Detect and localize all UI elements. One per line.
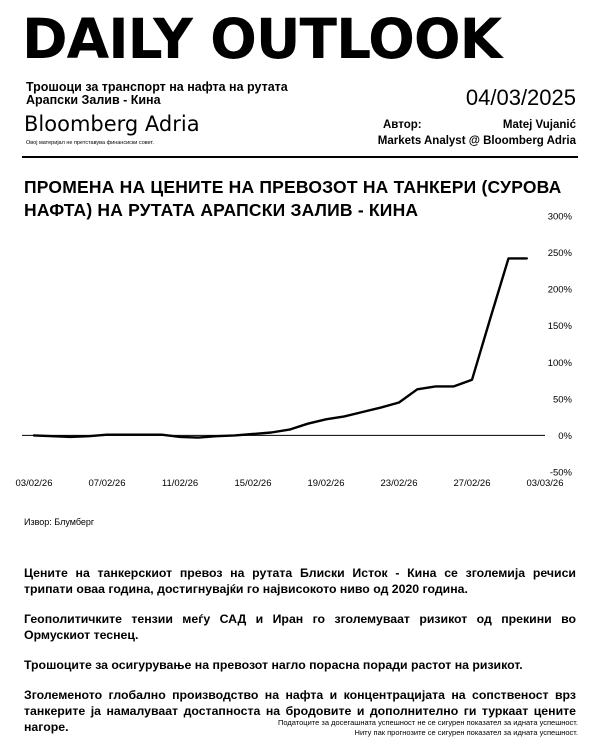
- y-tick-label: 200%: [547, 284, 572, 296]
- chart-title: ПРОМЕНА НА ЦЕНИТЕ НА ПРЕВОЗОТ НА ТАНКЕРИ (СУРОВА НАФТА) НА РУТАТА АРАПСКИ ЗАЛИВ - КИНА: [24, 177, 562, 220]
- body-paragraph: Геополитичките тензии меѓу САД и Иран го зголемуваат ризикот од прекини во Ормускиот теснец.: [24, 612, 576, 642]
- author-name: Matej Vujanić: [502, 119, 576, 131]
- report-subtitle: Трошоци за транспорт на нафта на рутата Арапски Залив - Кина: [26, 80, 288, 107]
- footnote: [278, 718, 578, 738]
- y-tick-label: 150%: [547, 321, 572, 333]
- header-divider: [22, 156, 578, 158]
- x-tick-label: 11/02/26: [161, 478, 199, 489]
- body-paragraph: Цените на танкерскиот превоз на рутата Блиски Исток - Кина се зголемија речиси трипати оваа година, достигнувајќи го највисокото ниво од 2020 година.: [24, 566, 576, 596]
- disclaimer-text: Овој материјал не претставува финансиски совет.: [26, 140, 154, 146]
- brand-logo: Bloomberg Adria: [24, 112, 200, 136]
- report-date: 04/03/2025: [465, 85, 576, 110]
- x-tick-label: 15/02/26: [234, 478, 272, 489]
- x-tick-label: 19/02/26: [307, 478, 345, 489]
- y-tick-label: 300%: [547, 211, 572, 223]
- y-tick-label: 0%: [558, 430, 572, 442]
- tanker-rate-line-chart: [0, 200, 600, 500]
- x-tick-label: 03/02/26: [15, 478, 53, 489]
- y-tick-label: -50%: [549, 467, 572, 479]
- x-tick-label: 27/02/26: [453, 478, 491, 489]
- chart-source: Извор: Блумберг: [24, 517, 95, 527]
- y-tick-label: 100%: [547, 357, 572, 369]
- y-tick-label: 250%: [547, 248, 572, 260]
- masthead-title: DAILY OUTLOOK: [22, 7, 502, 71]
- footnote-line: Податоците за досегашната успешност не се сигурен показател за идната успешност.: [278, 718, 578, 727]
- author-label: Автор:: [383, 119, 422, 131]
- y-tick-label: 50%: [552, 394, 572, 406]
- body-paragraph: Зголеменото глобално производство на нафта и концентрацијата на сопственост врз танкерите ја намалуваат достапноста на бродовите и дополнително ги туркаат цените нагоре.: [24, 688, 576, 734]
- series-line: [34, 258, 527, 437]
- x-tick-label: 03/03/26: [526, 478, 564, 489]
- x-tick-label: 23/02/26: [380, 478, 418, 489]
- x-tick-label: 07/02/26: [88, 478, 126, 489]
- author-role: Markets Analyst @ Bloomberg Adria: [377, 135, 576, 147]
- footnote-line: Ниту пак прогнозите се сигурен показател за идната успешност.: [354, 728, 578, 737]
- body-paragraph: Трошоците за осигурување на превозот нагло порасна поради растот на ризикот.: [24, 658, 523, 672]
